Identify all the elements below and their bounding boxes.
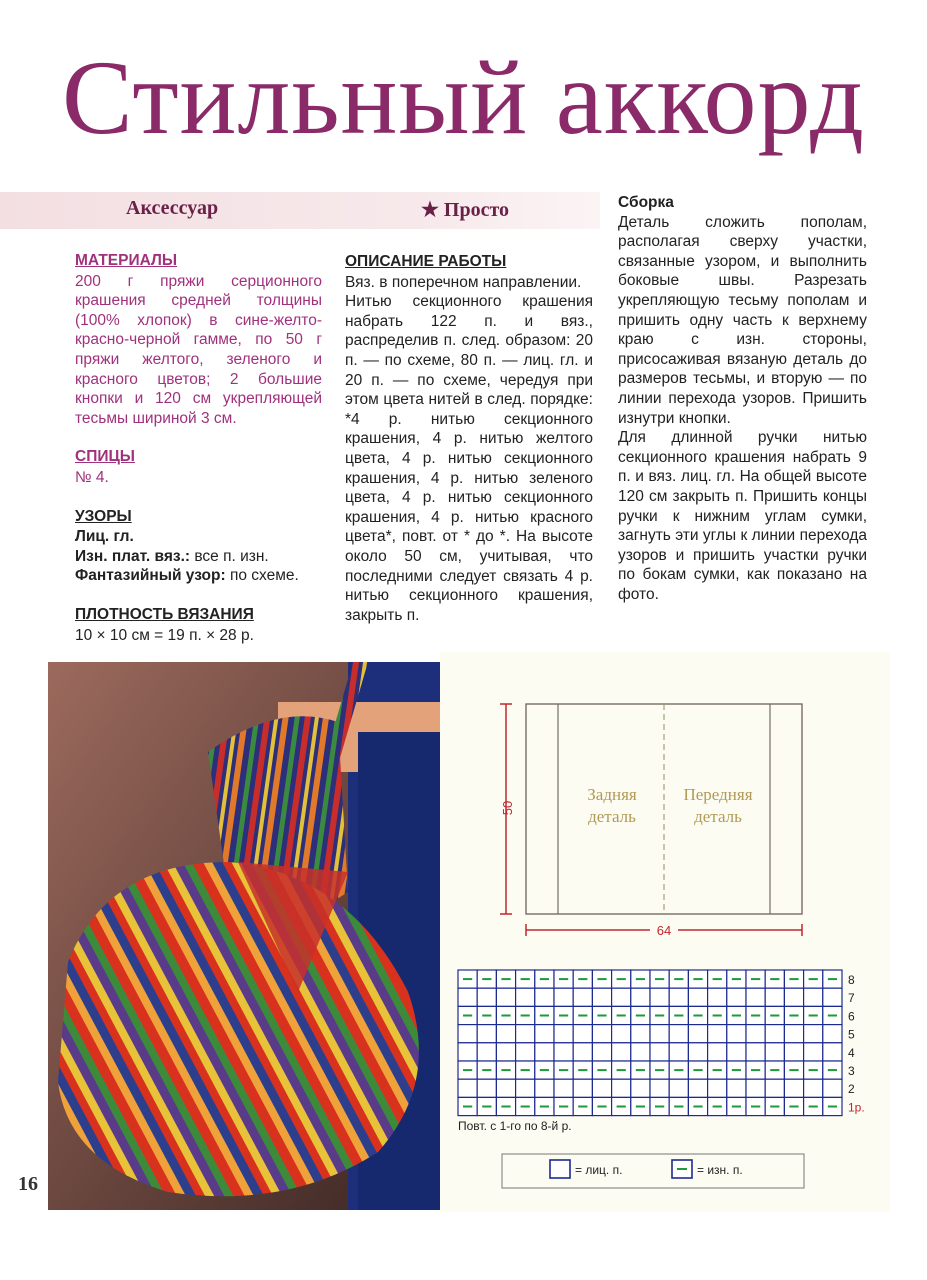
assembly-heading: Сборка [618,194,674,211]
knit-cell [535,1025,554,1043]
knit-cell [592,1025,611,1043]
pattern-garter: Изн. плат. вяз.: все п. изн. [75,547,269,565]
needles-text: № 4. [75,468,109,486]
knit-cell [592,988,611,1006]
front-piece-label-2: деталь [694,807,742,826]
knit-cell [804,1079,823,1097]
knit-cell [804,1043,823,1061]
assembly-p1: Деталь сложить пополам, располагая сверху участки, связанные узором, и выполнить боковые швы. Разрезать укрепляющую тесьму пополам и пришить одну часть к верхнему краю с изн. стороны, присосаживая вязаную деталь до размеров тесьмы, и вторую — по линии перехода узоров. Пришить изнутри кнопки. [618,213,867,427]
stitch-chart [458,970,842,1116]
knit-cell [496,1043,515,1061]
knit-cell [535,1079,554,1097]
knit-cell [554,1079,573,1097]
knit-cell [823,1025,842,1043]
knit-cell [516,1025,535,1043]
knit-cell [477,1043,496,1061]
patterns-heading: УЗОРЫ [75,507,132,525]
row-label: 2 [848,1082,855,1097]
knit-cell [458,1025,477,1043]
row-label: 4 [848,1045,855,1060]
knit-cell [765,1043,784,1061]
knit-cell [554,988,573,1006]
knit-cell [496,1079,515,1097]
description-column [345,252,593,625]
knit-cell [804,988,823,1006]
knit-cell [708,988,727,1006]
knit-cell [727,1079,746,1097]
knit-cell [669,1079,688,1097]
height-dimension: 50 [500,800,515,816]
knit-cell [784,1043,803,1061]
knit-cell [823,1043,842,1061]
knit-cell [669,1025,688,1043]
knit-cell [573,1025,592,1043]
knit-cell [650,1079,669,1097]
density-text: 10 × 10 см = 19 п. × 28 р. [75,626,254,644]
knit-cell [477,1025,496,1043]
knit-cell [554,1043,573,1061]
knit-cell [516,1043,535,1061]
knit-cell [612,1025,631,1043]
knit-cell [765,988,784,1006]
page-title: Стильный аккорд [62,39,865,156]
knit-cell [631,1079,650,1097]
knit-cell [650,1025,669,1043]
chart-row-labels [848,973,865,1114]
density-heading: ПЛОТНОСТЬ ВЯЗАНИЯ [75,605,254,623]
repeat-note: Повт. с 1-го по 8-й р. [458,1119,572,1133]
materials-heading: МАТЕРИАЛЫ [75,252,178,269]
knit-cell [535,988,554,1006]
knit-cell [458,988,477,1006]
knit-cell [746,1043,765,1061]
knit-cell [612,1079,631,1097]
knit-cell [612,988,631,1006]
back-piece-label-2: деталь [588,807,636,826]
pattern-fancy: Фантазийный узор: по схеме. [75,567,299,585]
knit-cell [727,988,746,1006]
knit-cell [650,988,669,1006]
knit-cell [746,1025,765,1043]
back-piece-label: Задняя [587,785,637,804]
row-label: 1р. [848,1100,865,1115]
knit-cell [631,1025,650,1043]
materials-text: 200 г пряжи серционного крашения средней толщины (100% хлопок) в сине-желто-красно-черной гамме, по 50 г пряжи желтого, зеленого и красного цветов; 2 большие кнопки и 120 см укрепляющей тесьмы шириной 3 см. [75,272,322,427]
knit-cell [612,1043,631,1061]
width-dimension: 64 [656,923,672,938]
knit-cell [458,1043,477,1061]
needles-heading: СПИЦЫ [75,448,135,466]
knit-cell [708,1079,727,1097]
knit-cell [573,988,592,1006]
knit-cell [765,1079,784,1097]
category-label: Аксессуар [126,197,219,219]
knit-cell [477,1079,496,1097]
category-band [0,192,600,229]
knit-cell [458,1079,477,1097]
knit-cell [631,988,650,1006]
knit-cell [496,988,515,1006]
knit-cell [477,988,496,1006]
knit-cell [516,988,535,1006]
knit-cell [631,1043,650,1061]
knit-cell [516,1079,535,1097]
difficulty-label: ★ Просто [421,199,510,221]
knit-cell [650,1043,669,1061]
knit-cell [823,988,842,1006]
knit-cell [592,1079,611,1097]
knit-cell [746,988,765,1006]
knit-cell [688,1025,707,1043]
pattern-stockinette: Лиц. гл. [75,528,134,546]
knit-cell [669,1043,688,1061]
description-p1: Вяз. в поперечном направлении. [345,273,582,291]
knit-cell [592,1043,611,1061]
assembly-p2: Для длинной ручки нитью секционного крашения набрать 9 п. и вяз. лиц. гл. На общей высоте 120 см закрыть п. Пришить концы ручки к нижним углам сумки, загнуть эти углы к линии перехода узоров и пришить участки ручки по бокам сумки, как показано на фото. [618,429,867,603]
description-heading: ОПИСАНИЕ РАБОТЫ [345,253,507,270]
front-piece-label: Передняя [683,785,753,804]
knit-cell [708,1025,727,1043]
knitting-schematic [440,652,890,1212]
legend-knit: = лиц. п. [575,1163,623,1177]
description-p2: Нитью секционного крашения набрать 122 п. и вяз., распределив п. след. образом: 20 п. — по схеме, 80 п. — лиц. гл. и 20 п. — по схеме, чередуя при этом цвета нитей в след. порядке: *4 р. нитью секционного крашения, 4 р. нитью желтого цвета, 4 р. нитью секционного крашения, 4 р. нитью зеленого цвета, 4 р. нитью секционного крашения, 4 р. нитью красного цвета*, повт. от * до *. На высоте около 50 см, учитывая, что последними следует связать 4 р. нитью секционного крашения, закрыть п. [345,293,593,624]
knit-cell [535,1043,554,1061]
knit-cell [554,1025,573,1043]
knit-cell [688,988,707,1006]
knit-cell [708,1043,727,1061]
knit-cell [784,988,803,1006]
knit-cell [784,1025,803,1043]
knit-cell [804,1025,823,1043]
row-label: 7 [848,991,855,1006]
bag-photo [48,662,440,1210]
row-label: 6 [848,1009,855,1024]
knit-cell [823,1079,842,1097]
legend-purl: = изн. п. [697,1163,743,1177]
row-label: 3 [848,1064,855,1078]
knit-cell [765,1025,784,1043]
knit-cell [573,1079,592,1097]
knit-symbol [550,1160,570,1178]
knit-cell [496,1025,515,1043]
assembly-column [618,193,867,604]
knit-cell [669,988,688,1006]
materials-column [75,251,322,645]
knit-cell [746,1079,765,1097]
knit-cell [784,1079,803,1097]
knit-cell [573,1043,592,1061]
page-number: 16 [18,1173,38,1195]
knit-cell [688,1043,707,1061]
knit-cell [688,1079,707,1097]
row-label: 5 [848,1027,855,1042]
row-label: 8 [848,973,855,987]
knit-cell [727,1043,746,1061]
knit-cell [727,1025,746,1043]
